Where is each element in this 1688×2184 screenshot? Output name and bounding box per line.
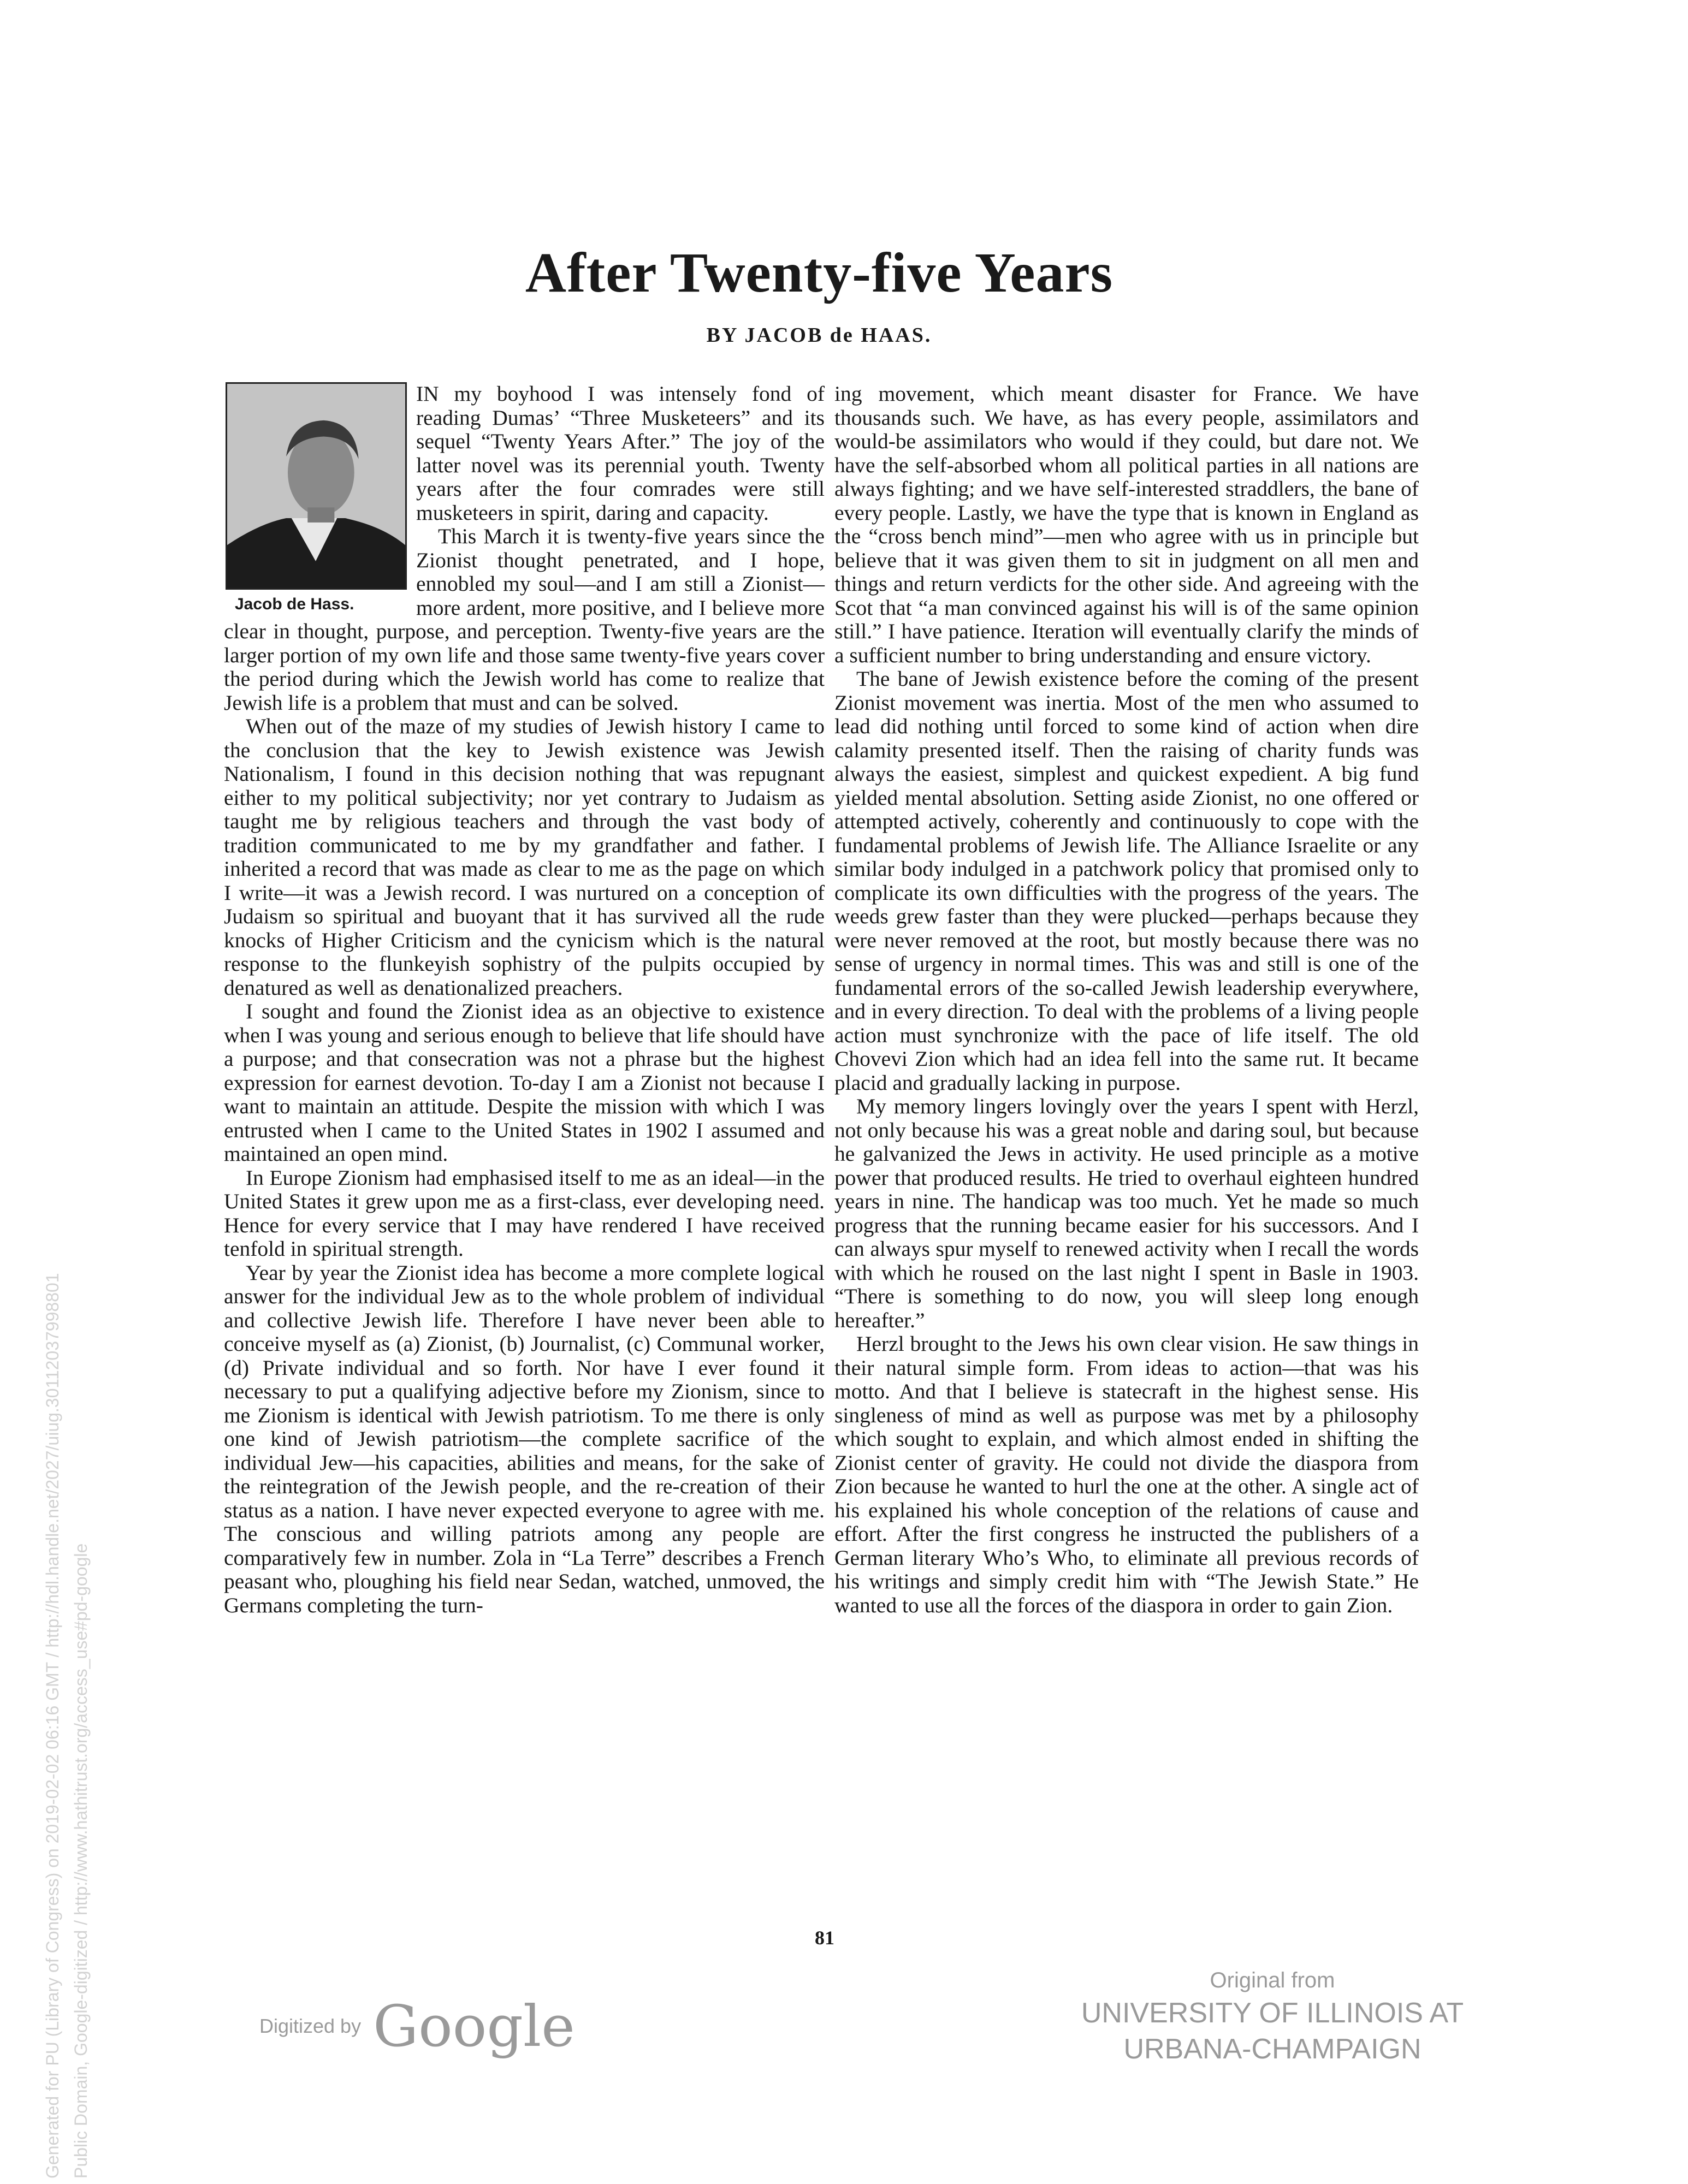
paragraph: ing movement, which meant disaster for France. We have thousands such. We have, as has every people, assimilators and would-be assimilators who would if they could, but dare not. We have the self-absorbed whom all political parties in all nations are always fighting; and we have self-interested straddlers, the bane of every people. Lastly, we have the type that is known in England as the “cross bench mind”—men who agree with us in principle but believe that it was given them to sit in judgment on all men and things and return verdicts for the other side. And agreeing with the Scot that “a man convinced against his will is of the same opinion still.” I have patience. Iteration will eventually clarify the minds of a sufficient number to bring understanding and ensure victory. [834,382,1419,667]
paragraph: This March it is twenty-five years since the Zionist thought penetrated, and I hope, ennobled my soul—and I am still a Zionist—more ardent, more positive, and I believe more clear in thought, purpose, and perception. Twenty-five years are the larger portion of my own life and those same twenty-five years cover the period during which the Jewish world has come to realize that Jewish life is a problem that must and can be solved. [224,524,825,715]
article-byline: BY JACOB de HAAS. [706,324,932,347]
original-source [1049,1966,1496,2067]
paragraph: Year by year the Zionist idea has become a more complete logical answer for the individual Jew as to the whole problem of individual and collective Jewish life. Therefore I have never been able to conceive myself as (a) Zionist, (b) Journalist, (c) Communal worker, (d) Private individual and so forth. Nor have I ever found it necessary to put a qualifying adjective before my Zionism, since to me Zionism is identical with Jewish patriotism. To me there is only one kind of Jewish patriotism—the complete sacrifice of the individual Jew—his capacities, abilities and means, for the sake of the reintegration of the Jewish people, and the re-creation of their status as a nation. I have never expected everyone to agree with me. The conscious and willing patriots among any people are comparatively few in number. Zola in “La Terre” describes a French peasant who, ploughing his field near Sedan, watched, unmoved, the Germans completing the turn- [224,1260,825,1617]
paragraph: I sought and found the Zionist idea as an objective to existence when I was young and serious enough to believe that life should have a purpose; and that consecration was not a phrase but the highest expression for earnest devotion. To-day I am a Zionist not because I want to maintain an attitude. Despite the mission with which I was entrusted when I came to the United States in 1902 I assumed and maintained an open mind. [224,999,825,1166]
original-from-label: Original from [1210,1968,1335,1992]
portrait-wrap-space [224,382,416,615]
institution-line-2: URBANA-CHAMPAIGN [1123,2033,1422,2065]
institution-line-1: UNIVERSITY OF ILLINOIS AT [1081,1997,1464,2029]
paragraph: My memory lingers lovingly over the years I spent with Herzl, not only because his was a great noble and daring soul, but because he galvanized the Jews in activity. He used principle as a motive power that produced results. He tried to overhaul eighteen hundred years in nine. The handicap was too much. Yet he made so much progress that the running became easier for his successors. And I can always spur myself to renewed activity when I recall the words with which he roused on the last night I spent in Basle in 1903. “There is something to do now, you will sleep long enough hereafter.” [834,1094,1419,1332]
watermark-line-2: Public Domain, Google-digitized / http://www.hathitrust.org/access_use#pd-google [71,1543,91,2179]
paragraph: The bane of Jewish existence before the coming of the present Zionist movement was inertia. Most of the men who assumed to lead did nothing until forced to some kind of action when dire calamity presented itself. Then the raising of charity funds was always the easiest, simplest and quickest expedient. A big fund yielded mental absolution. Setting aside Zionist, no one offered or attempted actively, coherently and continuously to cope with the fundamental problems of Jewish life. The Alliance Israelite or any similar body indulged in a patchwork policy that promised only to complicate its own difficulties with the progress of the years. The weeds grew faster than they were plucked—perhaps because they were never removed at the root, but mostly because there was no sense of urgency in normal times. This was and still is one of the fundamental errors of the so-called Jewish leadership everywhere, and in every direction. To deal with the problems of a living people action must synchronize with the pace of life itself. The old Chovevi Zion which had an idea fell into the same rut. It became placid and gradually lacking in purpose. [834,667,1419,1095]
paragraph: In Europe Zionism had emphasised itself to me as an ideal—in the United States it grew upon me as a first-class, ever developing need. Hence for every service that I may have rendered I have received tenfold in spiritual strength. [224,1165,825,1261]
google-logo: Google [373,1993,575,2060]
article-title: After Twenty-five Years [525,241,1114,304]
paragraph: When out of the maze of my studies of Jewish history I came to the conclusion that the key to Jewish existence was Jewish Nationalism, I found in this decision nothing that was repugnant either to my political subjectivity; nor yet contrary to Judaism as taught me by religious teachers and through the vast body of tradition communicated to me by my grandfather and father. I inherited a record that was made as clear to me as the page on which I write—it was a Jewish record. I was nurtured on a conception of Judaism so spiritual and buoyant that it has survived all the rude knocks of Higher Criticism and the cynicism which is the natural response to the flunkeyish sophistry of the pulpits occupied by denatured as well as denationalized preachers. [224,714,825,1000]
digitized-by-google [259,1993,575,2060]
digitized-by-label: Digitized by [259,2015,362,2037]
page-number: 81 [815,1927,834,1949]
access-watermark [38,1273,95,2179]
paragraph: Herzl brought to the Jews his own clear vision. He saw things in their natural simple form. From ideas to action—that was his motto. And that I believe is statecraft in the highest sense. His singleness of mind as well as purpose was met by a philosophy which sought to explain, and which almost ended in shifting the Zionist center of gravity. He could not divide the diaspora from Zion because he wanted to hurl the one at the other. A single act of his explained his whole conception of the relations of cause and effort. After the first congress he instructed the publishers of a German literary Who’s Who, to eliminate all previous records of his writings and simply credit him with “The Jewish State.” He wanted to use all the forces of the diaspora in order to gain Zion. [834,1332,1419,1617]
article-column-left [224,382,825,1617]
watermark-line-1: Generated for PU (Library of Congress) on 2019-02-02 06:16 GMT / http://hdl.handle.net/2027/uiug.30112037998801 [43,1273,62,2179]
article-column-right [834,382,1419,1617]
portrait-caption: Jacob de Hass. [235,595,354,613]
paragraph: IN my boyhood I was intensely fond of reading Dumas’ “Three Musketeers” and its sequel “Twenty Years After.” The joy of the latter novel was its perennial youth. Twenty years after the four comrades were still musketeers in spirit, daring and capacity. [416,382,825,525]
